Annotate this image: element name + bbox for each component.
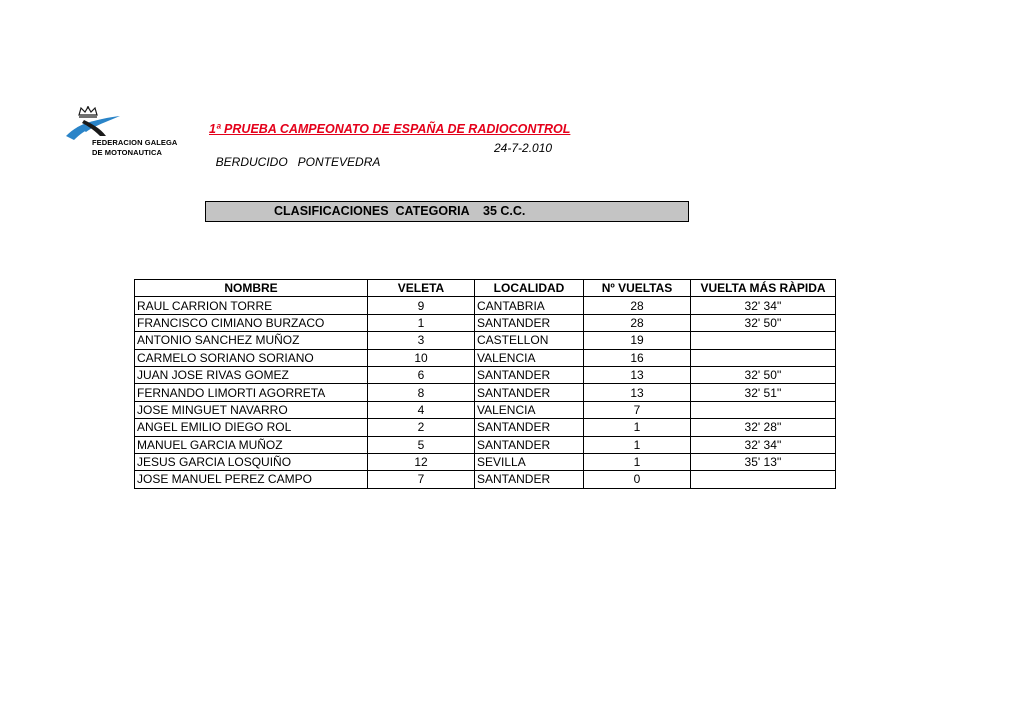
cell-vueltas: 28	[584, 297, 691, 314]
federation-logo	[66, 106, 186, 162]
cell-veleta: 12	[368, 453, 475, 470]
cell-localidad: CASTELLON	[475, 332, 584, 349]
table-row	[135, 471, 836, 488]
page-title: 1ª PRUEBA CAMPEONATO DE ESPAÑA DE RADIOCONTROL	[209, 122, 571, 136]
header-vueltas: Nº VUELTAS	[584, 280, 691, 297]
cell-vuelta-rapida	[691, 332, 836, 349]
cell-veleta: 7	[368, 471, 475, 488]
cell-vueltas: 19	[584, 332, 691, 349]
cell-nombre: MANUEL GARCIA MUÑOZ	[135, 436, 368, 453]
cell-vuelta-rapida: 32' 34''	[691, 436, 836, 453]
cell-vueltas: 1	[584, 453, 691, 470]
cell-vueltas: 0	[584, 471, 691, 488]
cell-veleta: 4	[368, 401, 475, 418]
event-location: BERDUCIDO PONTEVEDRA	[215, 155, 381, 169]
cell-vueltas: 7	[584, 401, 691, 418]
table-row	[135, 453, 836, 470]
cell-veleta: 10	[368, 349, 475, 366]
cell-localidad: SEVILLA	[475, 453, 584, 470]
logo-line-2: DE MOTONAUTICA	[92, 148, 163, 157]
cell-vuelta-rapida: 32' 51''	[691, 384, 836, 401]
cell-localidad: VALENCIA	[475, 401, 584, 418]
cell-nombre: FERNANDO LIMORTI AGORRETA	[135, 384, 368, 401]
logo-text	[92, 138, 177, 158]
header-vuelta-rapida: VUELTA MÁS RÀPIDA	[691, 280, 836, 297]
cell-vueltas: 1	[584, 419, 691, 436]
cell-nombre: CARMELO SORIANO SORIANO	[135, 349, 368, 366]
header-nombre: NOMBRE	[135, 280, 368, 297]
table-row	[135, 297, 836, 314]
header-veleta: VELETA	[368, 280, 475, 297]
cell-veleta: 1	[368, 314, 475, 331]
cell-vuelta-rapida: 32' 50''	[691, 366, 836, 383]
cell-veleta: 5	[368, 436, 475, 453]
header-localidad: LOCALIDAD	[475, 280, 584, 297]
cell-vuelta-rapida: 32' 34''	[691, 297, 836, 314]
cell-veleta: 2	[368, 419, 475, 436]
cell-vuelta-rapida	[691, 471, 836, 488]
table-row	[135, 401, 836, 418]
cell-veleta: 3	[368, 332, 475, 349]
crown-wave-logo-icon	[66, 106, 126, 140]
table-header-row	[135, 280, 836, 297]
table-row	[135, 332, 836, 349]
cell-veleta: 9	[368, 297, 475, 314]
cell-nombre: JESUS GARCIA LOSQUIÑO	[135, 453, 368, 470]
cell-localidad: SANTANDER	[475, 419, 584, 436]
cell-vuelta-rapida: 35' 13''	[691, 453, 836, 470]
event-date: 24-7-2.010	[494, 141, 553, 155]
category-banner	[205, 201, 689, 222]
cell-vueltas: 13	[584, 366, 691, 383]
cell-nombre: JUAN JOSE RIVAS GOMEZ	[135, 366, 368, 383]
table-row	[135, 314, 836, 331]
cell-vuelta-rapida: 32' 28''	[691, 419, 836, 436]
cell-vueltas: 13	[584, 384, 691, 401]
table-row	[135, 366, 836, 383]
cell-nombre: ANGEL EMILIO DIEGO ROL	[135, 419, 368, 436]
cell-vuelta-rapida	[691, 349, 836, 366]
logo-line-1: FEDERACION GALEGA	[92, 138, 178, 147]
category-label: CLASIFICACIONES CATEGORIA 35 C.C.	[274, 204, 526, 218]
cell-localidad: SANTANDER	[475, 436, 584, 453]
cell-vueltas: 1	[584, 436, 691, 453]
cell-localidad: CANTABRIA	[475, 297, 584, 314]
cell-localidad: SANTANDER	[475, 384, 584, 401]
cell-localidad: VALENCIA	[475, 349, 584, 366]
cell-nombre: ANTONIO SANCHEZ MUÑOZ	[135, 332, 368, 349]
table-row	[135, 349, 836, 366]
table-row	[135, 436, 836, 453]
cell-veleta: 6	[368, 366, 475, 383]
table-row	[135, 419, 836, 436]
table-row	[135, 384, 836, 401]
cell-localidad: SANTANDER	[475, 471, 584, 488]
cell-veleta: 8	[368, 384, 475, 401]
cell-nombre: JOSE MANUEL PEREZ CAMPO	[135, 471, 368, 488]
cell-localidad: SANTANDER	[475, 366, 584, 383]
cell-localidad: SANTANDER	[475, 314, 584, 331]
event-location-date	[209, 141, 569, 169]
cell-vueltas: 28	[584, 314, 691, 331]
cell-vuelta-rapida: 32' 50''	[691, 314, 836, 331]
cell-nombre: RAUL CARRION TORRE	[135, 297, 368, 314]
cell-nombre: FRANCISCO CIMIANO BURZACO	[135, 314, 368, 331]
cell-vuelta-rapida	[691, 401, 836, 418]
cell-nombre: JOSE MINGUET NAVARRO	[135, 401, 368, 418]
cell-vueltas: 16	[584, 349, 691, 366]
results-table	[134, 279, 836, 489]
